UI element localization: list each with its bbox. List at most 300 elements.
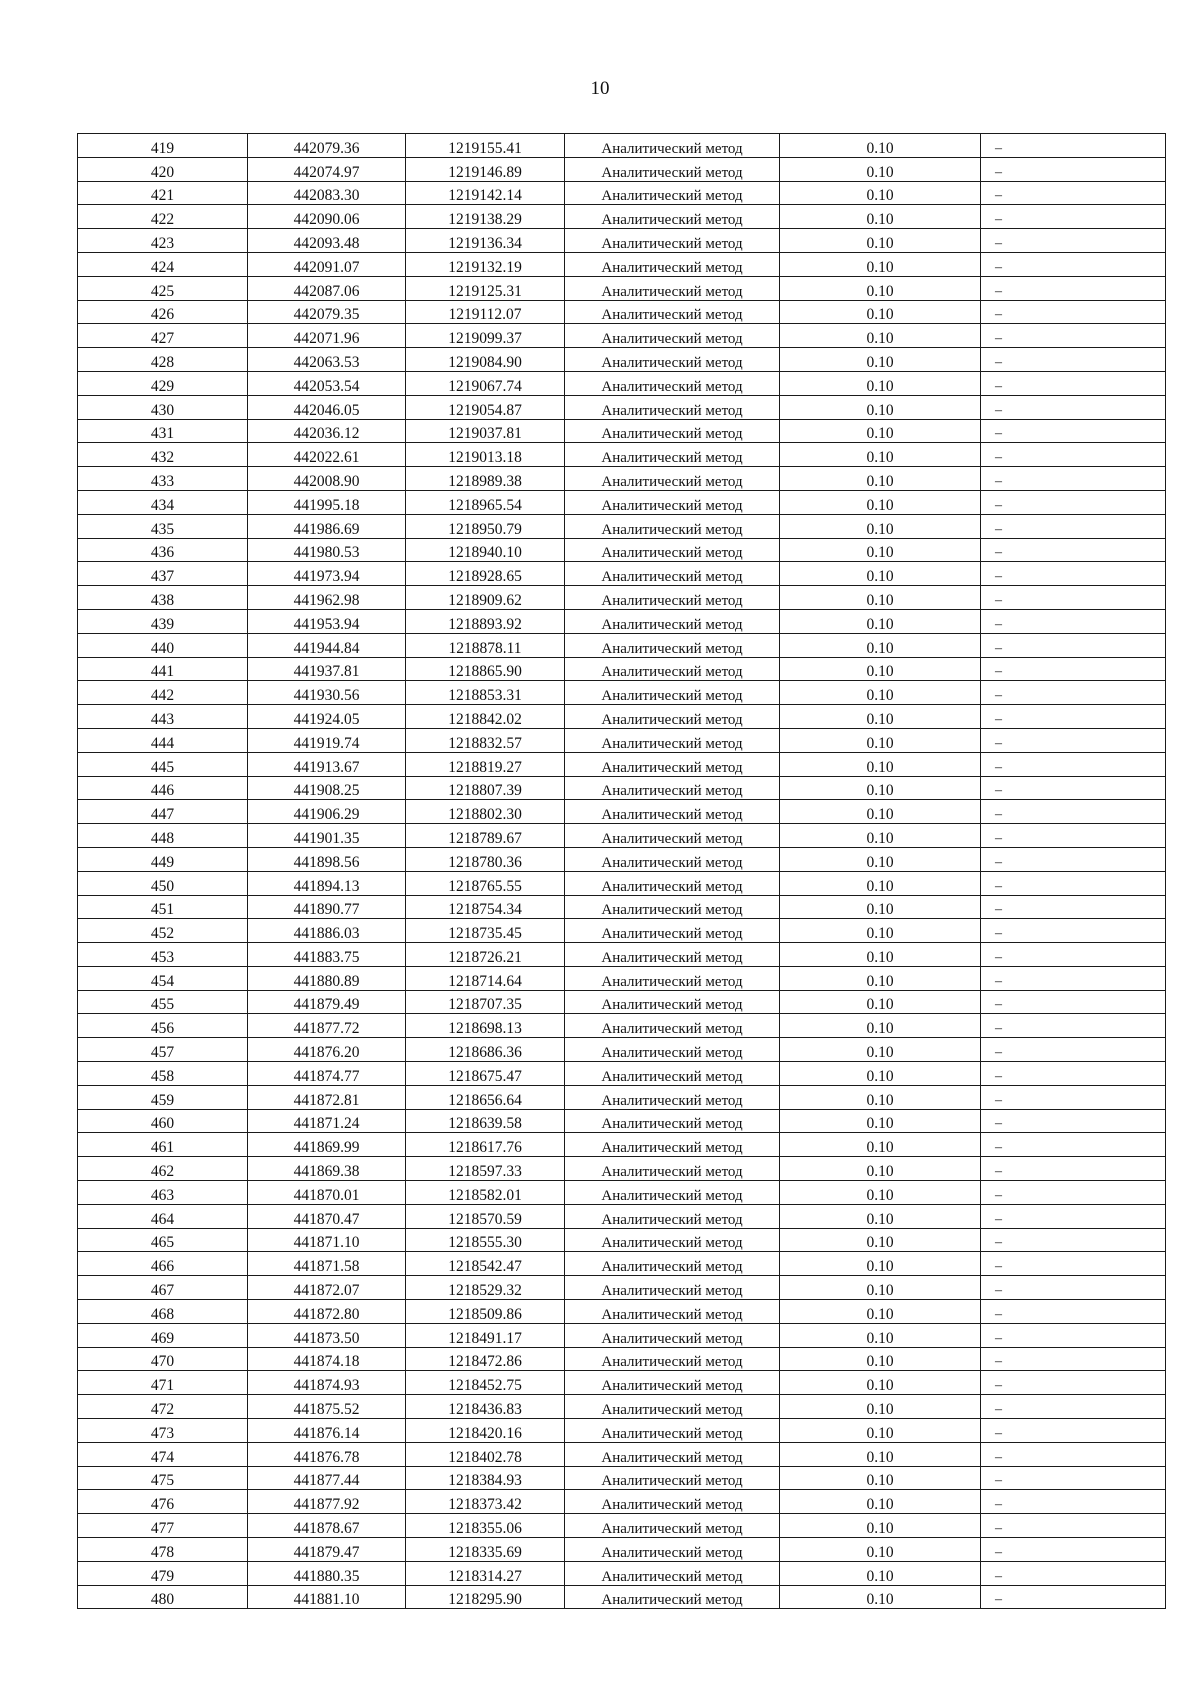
table-row — [78, 1181, 1166, 1205]
method-cell: Аналитический метод — [565, 562, 780, 586]
accuracy-cell: 0.10 — [780, 229, 981, 253]
point-number-cell: 433 — [78, 467, 248, 491]
point-number-cell: 430 — [78, 395, 248, 419]
point-number-cell: 436 — [78, 538, 248, 562]
accuracy-cell: 0.10 — [780, 657, 981, 681]
method-cell: Аналитический метод — [565, 1395, 780, 1419]
coordinate-y-cell: 1218436.83 — [406, 1395, 565, 1419]
method-cell: Аналитический метод — [565, 1585, 780, 1609]
accuracy-cell: 0.10 — [780, 1276, 981, 1300]
accuracy-cell: 0.10 — [780, 371, 981, 395]
coordinate-y-cell: 1218542.47 — [406, 1252, 565, 1276]
coordinate-y-cell: 1218675.47 — [406, 1062, 565, 1086]
point-number-cell: 423 — [78, 229, 248, 253]
accuracy-cell: 0.10 — [780, 681, 981, 705]
table-row — [78, 1395, 1166, 1419]
note-cell: – — [981, 1157, 1166, 1181]
coordinate-x-cell: 441881.10 — [248, 1585, 406, 1609]
method-cell: Аналитический метод — [565, 871, 780, 895]
point-number-cell: 443 — [78, 705, 248, 729]
coordinate-y-cell: 1218780.36 — [406, 847, 565, 871]
point-number-cell: 439 — [78, 609, 248, 633]
table-row — [78, 1419, 1166, 1443]
coordinate-x-cell: 441877.44 — [248, 1466, 406, 1490]
coordinate-y-cell: 1219054.87 — [406, 395, 565, 419]
accuracy-cell: 0.10 — [780, 538, 981, 562]
point-number-cell: 444 — [78, 728, 248, 752]
coordinate-x-cell: 442091.07 — [248, 252, 406, 276]
accuracy-cell: 0.10 — [780, 395, 981, 419]
coordinate-y-cell: 1218295.90 — [406, 1585, 565, 1609]
point-number-cell: 469 — [78, 1323, 248, 1347]
coordinate-y-cell: 1218802.30 — [406, 800, 565, 824]
coordinate-x-cell: 442071.96 — [248, 324, 406, 348]
coordinate-y-cell: 1218714.64 — [406, 966, 565, 990]
point-number-cell: 424 — [78, 252, 248, 276]
note-cell: – — [981, 1585, 1166, 1609]
method-cell: Аналитический метод — [565, 609, 780, 633]
coordinate-x-cell: 441878.67 — [248, 1514, 406, 1538]
note-cell: – — [981, 847, 1166, 871]
note-cell: – — [981, 1038, 1166, 1062]
accuracy-cell: 0.10 — [780, 705, 981, 729]
point-number-cell: 446 — [78, 776, 248, 800]
coordinates-table-body — [78, 134, 1166, 1609]
coordinate-x-cell: 441953.94 — [248, 609, 406, 633]
point-number-cell: 422 — [78, 205, 248, 229]
coordinate-y-cell: 1218555.30 — [406, 1228, 565, 1252]
accuracy-cell: 0.10 — [780, 609, 981, 633]
accuracy-cell: 0.10 — [780, 1157, 981, 1181]
table-row — [78, 1133, 1166, 1157]
note-cell: – — [981, 1395, 1166, 1419]
point-number-cell: 480 — [78, 1585, 248, 1609]
table-row — [78, 1252, 1166, 1276]
point-number-cell: 425 — [78, 276, 248, 300]
coordinate-x-cell: 441962.98 — [248, 586, 406, 610]
table-row — [78, 1466, 1166, 1490]
point-number-cell: 428 — [78, 348, 248, 372]
coordinate-y-cell: 1218335.69 — [406, 1538, 565, 1562]
note-cell: – — [981, 229, 1166, 253]
coordinate-y-cell: 1218314.27 — [406, 1561, 565, 1585]
method-cell: Аналитический метод — [565, 895, 780, 919]
accuracy-cell: 0.10 — [780, 895, 981, 919]
coordinate-x-cell: 441872.07 — [248, 1276, 406, 1300]
point-number-cell: 464 — [78, 1204, 248, 1228]
note-cell: – — [981, 348, 1166, 372]
table-row — [78, 728, 1166, 752]
table-row — [78, 1323, 1166, 1347]
coordinate-x-cell: 441973.94 — [248, 562, 406, 586]
point-number-cell: 473 — [78, 1419, 248, 1443]
coordinate-y-cell: 1218909.62 — [406, 586, 565, 610]
method-cell: Аналитический метод — [565, 752, 780, 776]
accuracy-cell: 0.10 — [780, 1585, 981, 1609]
table-row — [78, 562, 1166, 586]
method-cell: Аналитический метод — [565, 919, 780, 943]
method-cell: Аналитический метод — [565, 514, 780, 538]
note-cell: – — [981, 443, 1166, 467]
point-number-cell: 456 — [78, 1014, 248, 1038]
method-cell: Аналитический метод — [565, 229, 780, 253]
accuracy-cell: 0.10 — [780, 1561, 981, 1585]
coordinate-y-cell: 1219146.89 — [406, 157, 565, 181]
method-cell: Аналитический метод — [565, 1347, 780, 1371]
note-cell: – — [981, 1133, 1166, 1157]
note-cell: – — [981, 1204, 1166, 1228]
method-cell: Аналитический метод — [565, 300, 780, 324]
coordinate-x-cell: 441944.84 — [248, 633, 406, 657]
coordinate-y-cell: 1218529.32 — [406, 1276, 565, 1300]
method-cell: Аналитический метод — [565, 371, 780, 395]
coordinate-x-cell: 441874.93 — [248, 1371, 406, 1395]
table-row — [78, 252, 1166, 276]
table-row — [78, 705, 1166, 729]
note-cell: – — [981, 1371, 1166, 1395]
point-number-cell: 471 — [78, 1371, 248, 1395]
coordinate-x-cell: 441879.47 — [248, 1538, 406, 1562]
method-cell: Аналитический метод — [565, 1252, 780, 1276]
coordinate-y-cell: 1218373.42 — [406, 1490, 565, 1514]
coordinate-y-cell: 1218853.31 — [406, 681, 565, 705]
accuracy-cell: 0.10 — [780, 562, 981, 586]
table-row — [78, 1347, 1166, 1371]
accuracy-cell: 0.10 — [780, 1419, 981, 1443]
accuracy-cell: 0.10 — [780, 134, 981, 158]
method-cell: Аналитический метод — [565, 1062, 780, 1086]
coordinate-y-cell: 1218807.39 — [406, 776, 565, 800]
coordinate-x-cell: 441873.50 — [248, 1323, 406, 1347]
method-cell: Аналитический метод — [565, 586, 780, 610]
table-row — [78, 300, 1166, 324]
method-cell: Аналитический метод — [565, 276, 780, 300]
point-number-cell: 440 — [78, 633, 248, 657]
method-cell: Аналитический метод — [565, 824, 780, 848]
method-cell: Аналитический метод — [565, 205, 780, 229]
note-cell: – — [981, 776, 1166, 800]
point-number-cell: 454 — [78, 966, 248, 990]
table-row — [78, 1014, 1166, 1038]
coordinate-x-cell: 441871.24 — [248, 1109, 406, 1133]
coordinate-x-cell: 441886.03 — [248, 919, 406, 943]
method-cell: Аналитический метод — [565, 324, 780, 348]
coordinate-y-cell: 1218726.21 — [406, 943, 565, 967]
coordinate-y-cell: 1218698.13 — [406, 1014, 565, 1038]
note-cell: – — [981, 871, 1166, 895]
note-cell: – — [981, 395, 1166, 419]
method-cell: Аналитический метод — [565, 252, 780, 276]
point-number-cell: 470 — [78, 1347, 248, 1371]
accuracy-cell: 0.10 — [780, 252, 981, 276]
accuracy-cell: 0.10 — [780, 324, 981, 348]
coordinate-y-cell: 1218819.27 — [406, 752, 565, 776]
point-number-cell: 434 — [78, 490, 248, 514]
table-row — [78, 633, 1166, 657]
table-row — [78, 1204, 1166, 1228]
table-row — [78, 990, 1166, 1014]
accuracy-cell: 0.10 — [780, 1085, 981, 1109]
point-number-cell: 447 — [78, 800, 248, 824]
note-cell: – — [981, 966, 1166, 990]
accuracy-cell: 0.10 — [780, 871, 981, 895]
point-number-cell: 452 — [78, 919, 248, 943]
table-row — [78, 1514, 1166, 1538]
method-cell: Аналитический метод — [565, 348, 780, 372]
note-cell: – — [981, 1514, 1166, 1538]
accuracy-cell: 0.10 — [780, 1204, 981, 1228]
note-cell: – — [981, 1490, 1166, 1514]
accuracy-cell: 0.10 — [780, 1252, 981, 1276]
note-cell: – — [981, 514, 1166, 538]
note-cell: – — [981, 609, 1166, 633]
note-cell: – — [981, 1252, 1166, 1276]
coordinate-y-cell: 1218878.11 — [406, 633, 565, 657]
point-number-cell: 475 — [78, 1466, 248, 1490]
method-cell: Аналитический метод — [565, 538, 780, 562]
point-number-cell: 476 — [78, 1490, 248, 1514]
table-row — [78, 419, 1166, 443]
point-number-cell: 453 — [78, 943, 248, 967]
method-cell: Аналитический метод — [565, 443, 780, 467]
coordinate-x-cell: 441876.20 — [248, 1038, 406, 1062]
table-row — [78, 205, 1166, 229]
coordinate-y-cell: 1219132.19 — [406, 252, 565, 276]
method-cell: Аналитический метод — [565, 943, 780, 967]
coordinate-x-cell: 442090.06 — [248, 205, 406, 229]
table-row — [78, 943, 1166, 967]
accuracy-cell: 0.10 — [780, 1062, 981, 1086]
coordinate-y-cell: 1218420.16 — [406, 1419, 565, 1443]
coordinate-x-cell: 441877.92 — [248, 1490, 406, 1514]
accuracy-cell: 0.10 — [780, 919, 981, 943]
accuracy-cell: 0.10 — [780, 490, 981, 514]
point-number-cell: 463 — [78, 1181, 248, 1205]
note-cell: – — [981, 1109, 1166, 1133]
coordinate-x-cell: 442087.06 — [248, 276, 406, 300]
accuracy-cell: 0.10 — [780, 1490, 981, 1514]
note-cell: – — [981, 657, 1166, 681]
table-row — [78, 800, 1166, 824]
table-row — [78, 1276, 1166, 1300]
table-row — [78, 1538, 1166, 1562]
table-row — [78, 657, 1166, 681]
coordinate-x-cell: 441870.01 — [248, 1181, 406, 1205]
method-cell: Аналитический метод — [565, 1276, 780, 1300]
accuracy-cell: 0.10 — [780, 1300, 981, 1324]
point-number-cell: 427 — [78, 324, 248, 348]
coordinate-y-cell: 1218472.86 — [406, 1347, 565, 1371]
coordinate-x-cell: 441906.29 — [248, 800, 406, 824]
accuracy-cell: 0.10 — [780, 752, 981, 776]
table-row — [78, 681, 1166, 705]
method-cell: Аналитический метод — [565, 1323, 780, 1347]
accuracy-cell: 0.10 — [780, 824, 981, 848]
note-cell: – — [981, 1014, 1166, 1038]
method-cell: Аналитический метод — [565, 966, 780, 990]
table-row — [78, 966, 1166, 990]
table-row — [78, 1442, 1166, 1466]
point-number-cell: 478 — [78, 1538, 248, 1562]
method-cell: Аналитический метод — [565, 1371, 780, 1395]
accuracy-cell: 0.10 — [780, 1538, 981, 1562]
coordinate-y-cell: 1219037.81 — [406, 419, 565, 443]
coordinate-x-cell: 441874.18 — [248, 1347, 406, 1371]
coordinate-x-cell: 441930.56 — [248, 681, 406, 705]
table-row — [78, 371, 1166, 395]
table-row — [78, 1085, 1166, 1109]
method-cell: Аналитический метод — [565, 705, 780, 729]
table-row — [78, 276, 1166, 300]
coordinate-y-cell: 1218656.64 — [406, 1085, 565, 1109]
table-row — [78, 1157, 1166, 1181]
method-cell: Аналитический метод — [565, 1514, 780, 1538]
coordinate-x-cell: 441879.49 — [248, 990, 406, 1014]
method-cell: Аналитический метод — [565, 1490, 780, 1514]
table-row — [78, 919, 1166, 943]
table-row — [78, 1561, 1166, 1585]
table-row — [78, 348, 1166, 372]
method-cell: Аналитический метод — [565, 728, 780, 752]
accuracy-cell: 0.10 — [780, 1109, 981, 1133]
coordinates-table — [77, 133, 1166, 1609]
table-row — [78, 752, 1166, 776]
accuracy-cell: 0.10 — [780, 633, 981, 657]
accuracy-cell: 0.10 — [780, 205, 981, 229]
coordinate-x-cell: 441871.10 — [248, 1228, 406, 1252]
coordinate-x-cell: 442053.54 — [248, 371, 406, 395]
table-row — [78, 443, 1166, 467]
table-row — [78, 824, 1166, 848]
note-cell: – — [981, 1419, 1166, 1443]
coordinate-y-cell: 1218355.06 — [406, 1514, 565, 1538]
point-number-cell: 448 — [78, 824, 248, 848]
table-row — [78, 1585, 1166, 1609]
point-number-cell: 419 — [78, 134, 248, 158]
accuracy-cell: 0.10 — [780, 1347, 981, 1371]
coordinate-x-cell: 441913.67 — [248, 752, 406, 776]
coordinate-x-cell: 442093.48 — [248, 229, 406, 253]
note-cell: – — [981, 1538, 1166, 1562]
coordinate-x-cell: 441986.69 — [248, 514, 406, 538]
point-number-cell: 449 — [78, 847, 248, 871]
coordinate-x-cell: 441876.78 — [248, 1442, 406, 1466]
method-cell: Аналитический метод — [565, 1442, 780, 1466]
coordinate-y-cell: 1218735.45 — [406, 919, 565, 943]
note-cell: – — [981, 134, 1166, 158]
point-number-cell: 477 — [78, 1514, 248, 1538]
coordinate-y-cell: 1219099.37 — [406, 324, 565, 348]
note-cell: – — [981, 419, 1166, 443]
page-number: 10 — [590, 78, 610, 99]
accuracy-cell: 0.10 — [780, 1133, 981, 1157]
table-row — [78, 467, 1166, 491]
coordinate-x-cell: 441883.75 — [248, 943, 406, 967]
note-cell: – — [981, 157, 1166, 181]
coordinate-y-cell: 1218865.90 — [406, 657, 565, 681]
coordinate-x-cell: 441919.74 — [248, 728, 406, 752]
table-row — [78, 1228, 1166, 1252]
coordinate-y-cell: 1218707.35 — [406, 990, 565, 1014]
table-row — [78, 1490, 1166, 1514]
accuracy-cell: 0.10 — [780, 467, 981, 491]
method-cell: Аналитический метод — [565, 1085, 780, 1109]
coordinate-x-cell: 441872.80 — [248, 1300, 406, 1324]
note-cell: – — [981, 824, 1166, 848]
note-cell: – — [981, 800, 1166, 824]
table-row — [78, 1062, 1166, 1086]
method-cell: Аналитический метод — [565, 1538, 780, 1562]
note-cell: – — [981, 1466, 1166, 1490]
table-row — [78, 776, 1166, 800]
coordinate-x-cell: 441908.25 — [248, 776, 406, 800]
coordinate-y-cell: 1218754.34 — [406, 895, 565, 919]
point-number-cell: 420 — [78, 157, 248, 181]
coordinate-y-cell: 1218965.54 — [406, 490, 565, 514]
accuracy-cell: 0.10 — [780, 776, 981, 800]
coordinate-x-cell: 441890.77 — [248, 895, 406, 919]
accuracy-cell: 0.10 — [780, 514, 981, 538]
method-cell: Аналитический метод — [565, 800, 780, 824]
coordinate-y-cell: 1218989.38 — [406, 467, 565, 491]
coordinate-x-cell: 441875.52 — [248, 1395, 406, 1419]
note-cell: – — [981, 300, 1166, 324]
point-number-cell: 441 — [78, 657, 248, 681]
note-cell: – — [981, 752, 1166, 776]
coordinate-y-cell: 1219067.74 — [406, 371, 565, 395]
note-cell: – — [981, 276, 1166, 300]
method-cell: Аналитический метод — [565, 1038, 780, 1062]
coordinate-y-cell: 1218639.58 — [406, 1109, 565, 1133]
coordinate-x-cell: 441872.81 — [248, 1085, 406, 1109]
accuracy-cell: 0.10 — [780, 181, 981, 205]
table-row — [78, 134, 1166, 158]
coordinate-x-cell: 442083.30 — [248, 181, 406, 205]
coordinate-y-cell: 1219138.29 — [406, 205, 565, 229]
note-cell: – — [981, 490, 1166, 514]
point-number-cell: 461 — [78, 1133, 248, 1157]
accuracy-cell: 0.10 — [780, 1395, 981, 1419]
note-cell: – — [981, 205, 1166, 229]
coordinate-y-cell: 1219084.90 — [406, 348, 565, 372]
point-number-cell: 466 — [78, 1252, 248, 1276]
point-number-cell: 468 — [78, 1300, 248, 1324]
note-cell: – — [981, 371, 1166, 395]
point-number-cell: 451 — [78, 895, 248, 919]
method-cell: Аналитический метод — [565, 1561, 780, 1585]
point-number-cell: 474 — [78, 1442, 248, 1466]
method-cell: Аналитический метод — [565, 1014, 780, 1038]
point-number-cell: 432 — [78, 443, 248, 467]
accuracy-cell: 0.10 — [780, 1181, 981, 1205]
method-cell: Аналитический метод — [565, 657, 780, 681]
coordinate-x-cell: 441995.18 — [248, 490, 406, 514]
coordinate-y-cell: 1218928.65 — [406, 562, 565, 586]
method-cell: Аналитический метод — [565, 776, 780, 800]
note-cell: – — [981, 728, 1166, 752]
accuracy-cell: 0.10 — [780, 1466, 981, 1490]
table-row — [78, 847, 1166, 871]
table-row — [78, 157, 1166, 181]
method-cell: Аналитический метод — [565, 467, 780, 491]
point-number-cell: 465 — [78, 1228, 248, 1252]
note-cell: – — [981, 1276, 1166, 1300]
coordinate-x-cell: 442022.61 — [248, 443, 406, 467]
coordinate-y-cell: 1219112.07 — [406, 300, 565, 324]
coordinate-x-cell: 441924.05 — [248, 705, 406, 729]
method-cell: Аналитический метод — [565, 847, 780, 871]
coordinate-x-cell: 441871.58 — [248, 1252, 406, 1276]
